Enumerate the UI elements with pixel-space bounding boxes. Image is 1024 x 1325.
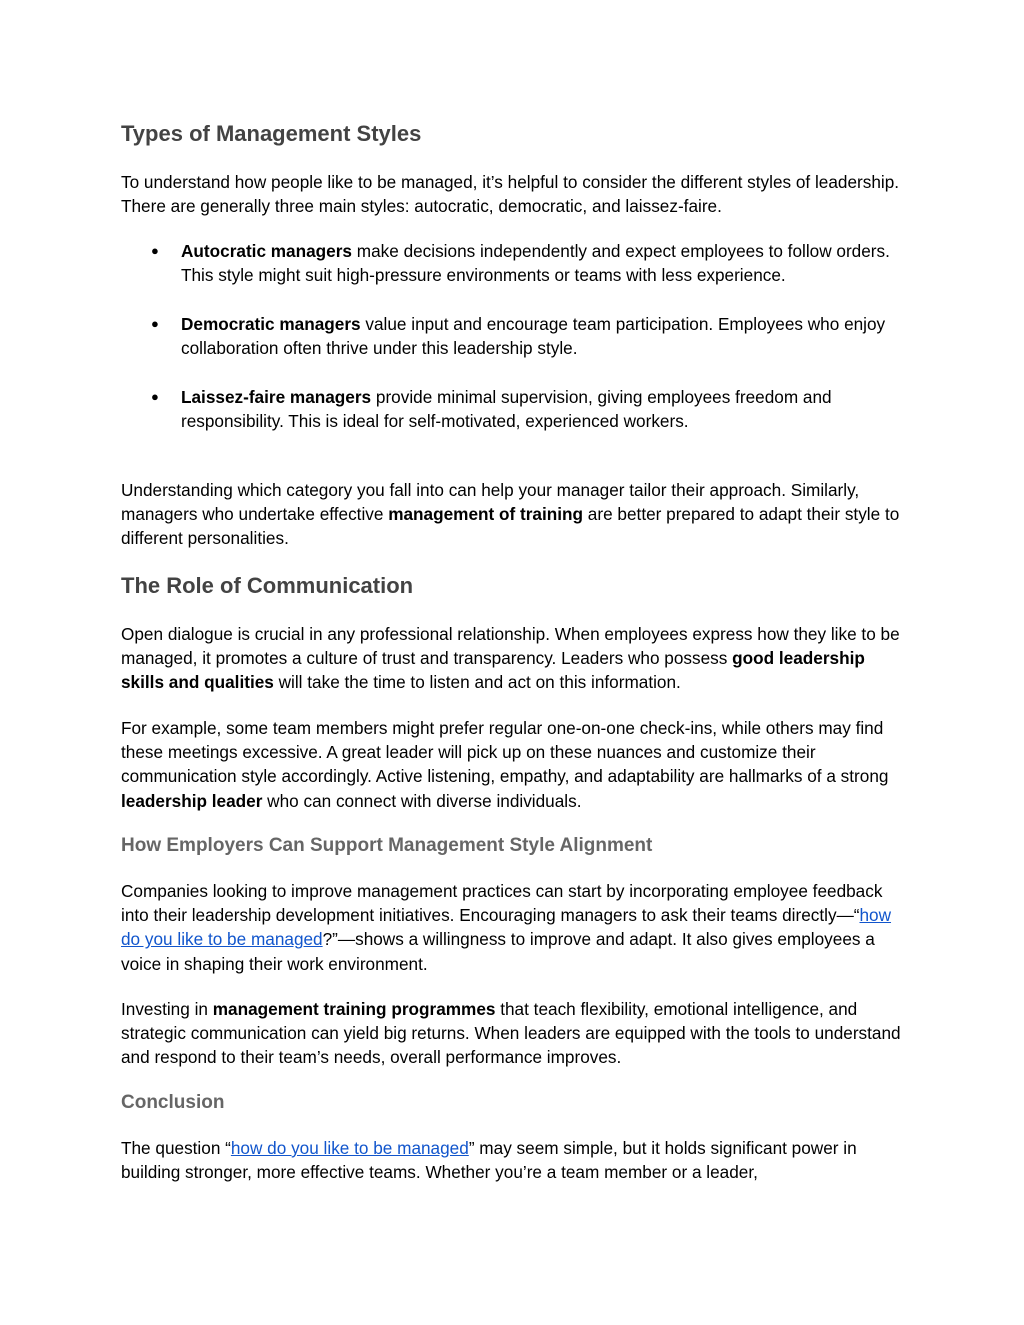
emp-p1-post: ?”—shows a willingness to improve and adapt. It also gives employees a voice in shaping their work environment. [121, 929, 875, 974]
bullet-icon: ● [151, 389, 159, 404]
communication-paragraph-2 [121, 716, 911, 813]
comm-p1-pre: Open dialogue is crucial in any professional relationship. When employees express how they like to be managed, it promotes a culture of trust and transparency. Leaders who possess [121, 624, 900, 669]
section-heading-employers: How Employers Can Support Management Style Alignment [121, 835, 653, 856]
comm-p2-pre: For example, some team members might prefer regular one-on-one check-ins, while others may find these meetings excessive. A great leader will pick up on these nuances and customize their communication style accordingly. Active listening, empathy, and adaptability are hallmarks of a strong [121, 718, 889, 787]
bullet-icon: ● [151, 316, 159, 331]
list-item-text [181, 239, 911, 287]
bullet-icon: ● [151, 243, 159, 258]
communication-paragraph-1 [121, 622, 911, 695]
section-heading-types: Types of Management Styles [121, 121, 422, 146]
closing-bold-term: management of training [388, 504, 584, 525]
managed-link-conclusion[interactable]: how do you like to be managed [230, 1138, 469, 1158]
managed-link[interactable]: how do you like to be managed [121, 905, 892, 950]
intro-paragraph: To understand how people like to be managed, it’s helpful to consider the different styles of leadership. There are generally three main styles: autocratic, democratic, and laissez-faire. [121, 172, 900, 217]
closing-paragraph [121, 478, 911, 551]
emp-p2-post: that teach flexibility, emotional intelligence, and strategic communication can yield big returns. When leaders are equipped with the tools to understand and respond to their team’s needs, overall performance improves. [121, 999, 901, 1068]
employers-paragraph-2 [121, 997, 911, 1070]
concl-post: ” may seem simple, but it holds significant power in building stronger, more effective teams. Whether you’re a team member or a leader, [121, 1138, 857, 1183]
employers-paragraph-1 [121, 879, 911, 976]
conclusion-paragraph [121, 1136, 911, 1184]
closing-text-pre: Understanding which category you fall into can help your manager tailor their approach. Similarly, managers who undertake effective [121, 480, 860, 525]
comm-p1-post: will take the time to listen and act on this information. [273, 672, 681, 693]
term-democratic: Democratic managers [181, 314, 361, 334]
closing-text-post: are better prepared to adapt their style to different personalities. [121, 504, 900, 549]
desc-autocratic: make decisions independently and expect employees to follow orders. This style might suit high-pressure environments or teams with less experience. [181, 241, 890, 286]
comm-p2-bold: leadership leader [121, 790, 263, 811]
term-laissez-faire: Laissez-faire managers [181, 387, 372, 407]
list-item-text [181, 312, 911, 360]
desc-democratic: value input and encourage team participation. Employees who enjoy collaboration often thrive under this leadership style. [181, 314, 886, 359]
section-heading-conclusion: Conclusion [121, 1092, 225, 1113]
emp-p2-pre: Investing in [121, 999, 213, 1019]
section-heading-communication: The Role of Communication [121, 573, 414, 598]
term-autocratic: Autocratic managers [181, 241, 352, 261]
desc-laissez-faire: provide minimal supervision, giving employees freedom and responsibility. This is ideal for self-motivated, experienced workers. [181, 387, 832, 432]
comm-p1-bold: good leadership skills and qualities [121, 648, 865, 693]
comm-p2-post: who can connect with diverse individuals. [262, 790, 582, 811]
concl-pre: The question “ [121, 1138, 231, 1158]
emp-p1-pre: Companies looking to improve management practices can start by incorporating employee feedback into their leadership development initiatives. Encouraging managers to ask their teams directly—“ [121, 881, 883, 926]
emp-p2-bold: management training programmes [212, 999, 496, 1019]
list-item-text [181, 385, 911, 433]
